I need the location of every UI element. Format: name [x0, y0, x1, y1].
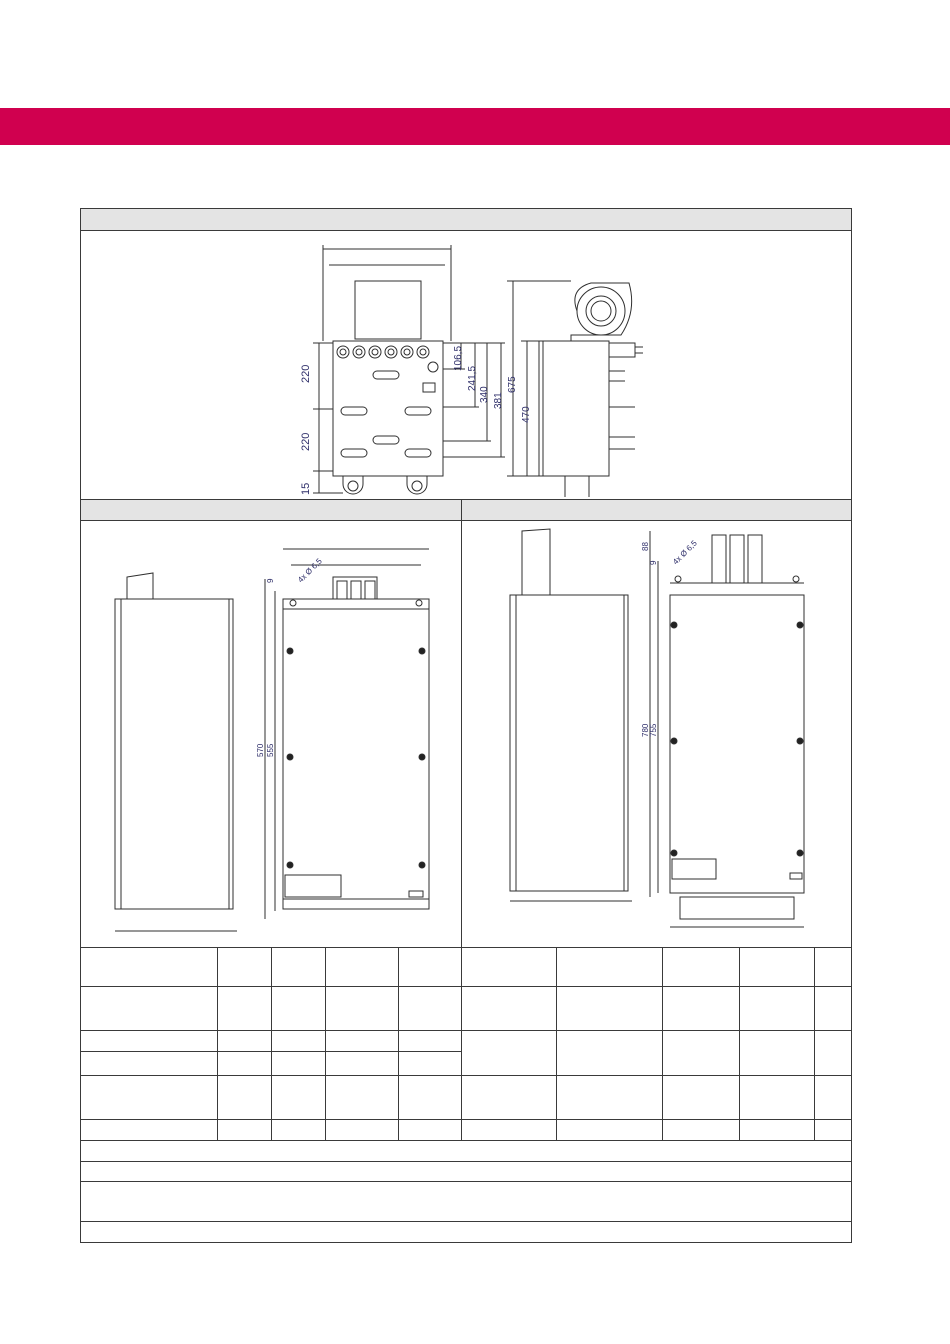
dim-555: 555	[266, 743, 275, 757]
dim-holes-right: 4x Ø 6,5	[671, 538, 699, 567]
dim-780: 780	[641, 723, 650, 737]
dim-15: 15	[300, 482, 312, 495]
note-rule	[81, 1161, 851, 1162]
table-rule	[81, 947, 851, 948]
dim-381: 381	[493, 392, 504, 409]
table-col-rule	[461, 947, 462, 1140]
top-drawing	[81, 231, 851, 499]
dim-340: 340	[479, 386, 490, 403]
bottom-right-drawing	[462, 521, 851, 947]
dim-106-5: 106,5	[453, 345, 464, 371]
table-col-rule	[217, 947, 218, 1140]
spec-table	[81, 947, 851, 1142]
table-col-rule	[398, 947, 399, 1140]
note-rule	[81, 1221, 851, 1222]
dim-675: 675	[507, 376, 518, 393]
dim-470: 470	[521, 406, 532, 423]
table-col-rule	[556, 947, 557, 1140]
table-rule	[81, 1030, 851, 1031]
section-header-left	[81, 499, 461, 521]
dim-9-right: 9	[649, 560, 658, 565]
section-header-top	[81, 209, 851, 231]
section-header-right	[461, 499, 851, 521]
table-rule	[81, 986, 851, 987]
dim-88: 88	[641, 542, 650, 551]
brand-bar	[0, 108, 950, 145]
table-col-rule	[662, 947, 663, 1140]
table-col-rule	[739, 947, 740, 1140]
dim-220-upper: 220	[300, 364, 312, 383]
table-col-rule	[814, 947, 815, 1140]
dim-9-left: 9	[266, 578, 275, 583]
table-col-rule	[325, 947, 326, 1140]
dim-241-5: 241,5	[467, 365, 478, 391]
note-rule	[81, 1181, 851, 1182]
table-rule	[81, 1140, 851, 1141]
table-col-rule	[271, 947, 272, 1140]
dim-570: 570	[256, 743, 265, 757]
table-rule	[81, 1119, 851, 1120]
dim-220-lower: 220	[300, 432, 312, 451]
dim-holes-left: 4x Ø 6,5	[296, 556, 324, 585]
bottom-left-drawing	[81, 521, 461, 947]
table-rule	[81, 1075, 851, 1076]
dim-755: 755	[649, 723, 658, 737]
dimension-sheet	[80, 208, 852, 1243]
